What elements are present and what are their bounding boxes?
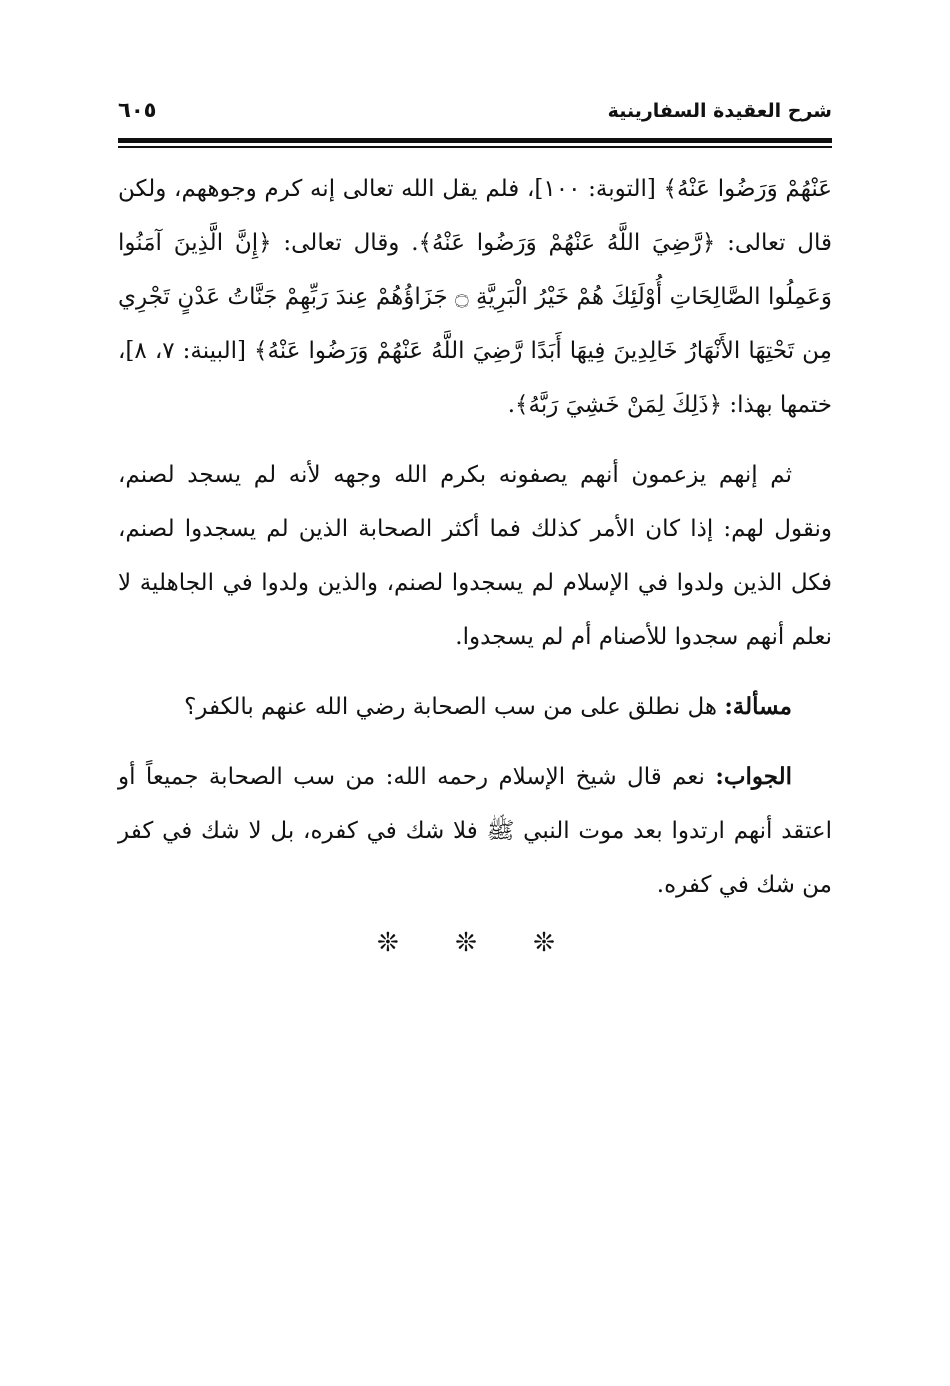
paragraph-argument: ثم إنهم يزعمون أنهم يصفونه بكرم الله وجهه لأنه لم يسجد لصنم، ونقول لهم: إذا كان الأمر كذلك فما أكثر الصحابة الذين لم يسجدوا لصنم، فكل الذين ولدوا في الإسلام لم يسجدوا لصنم، والذين ولدوا في الجاهلية لا نعلم أنهم سجدوا للأصنام أم لم يسجدوا. <box>118 462 832 650</box>
separator-star-icon: ❊ <box>455 928 495 958</box>
body-text <box>118 162 832 928</box>
answer-text: نعم قال شيخ الإسلام رحمه الله: من سب الصحابة جميعاً أو اعتقد أنهم ارتدوا بعد موت النبي ﷺ فلا شك في كفره، بل لا شك في كفر من شك في كفره. <box>118 764 832 898</box>
header-rule-thin <box>118 146 832 148</box>
separator-star-icon: ❊ <box>377 928 417 958</box>
page-header <box>118 96 832 130</box>
answer-paragraph <box>118 750 832 912</box>
separator-star-icon: ❊ <box>533 928 573 958</box>
header-rule-thick <box>118 138 832 143</box>
section-separator <box>118 928 832 958</box>
answer-label: الجواب: <box>715 763 792 790</box>
running-title: شرح العقيدة السفارينية <box>607 100 832 122</box>
paragraph-quran-verses: عَنْهُمْ وَرَضُوا عَنْهُ﴾ [التوبة: ١٠٠]، فلم يقل الله تعالى إنه كرم وجوههم، ولكن قال تعالى: ﴿رَّضِيَ اللَّهُ عَنْهُمْ وَرَضُوا عَنْهُ﴾. وقال تعالى: ﴿إِنَّ الَّذِينَ آمَنُوا وَعَمِلُوا الصَّالِحَاتِ أُوْلَئِكَ هُمْ خَيْرُ الْبَرِيَّةِ ۝ جَزَاؤُهُمْ عِندَ رَبِّهِمْ جَنَّاتُ عَدْنٍ تَجْرِي مِن تَحْتِهَا الأَنْهَارُ خَالِدِينَ فِيهَا أَبَدًا رَّضِيَ اللَّهُ عَنْهُمْ وَرَضُوا عَنْهُ﴾ [البينة: ٧، ٨]، ختمها بهذا: ﴿ذَلِكَ لِمَنْ خَشِيَ رَبَّهُ﴾. <box>118 176 833 418</box>
question-paragraph <box>118 680 832 734</box>
page-number: ٦٠٥ <box>118 98 157 122</box>
question-label: مسألة: <box>724 693 792 720</box>
question-text: هل نطلق على من سب الصحابة رضي الله عنهم بالكفر؟ <box>184 694 725 720</box>
